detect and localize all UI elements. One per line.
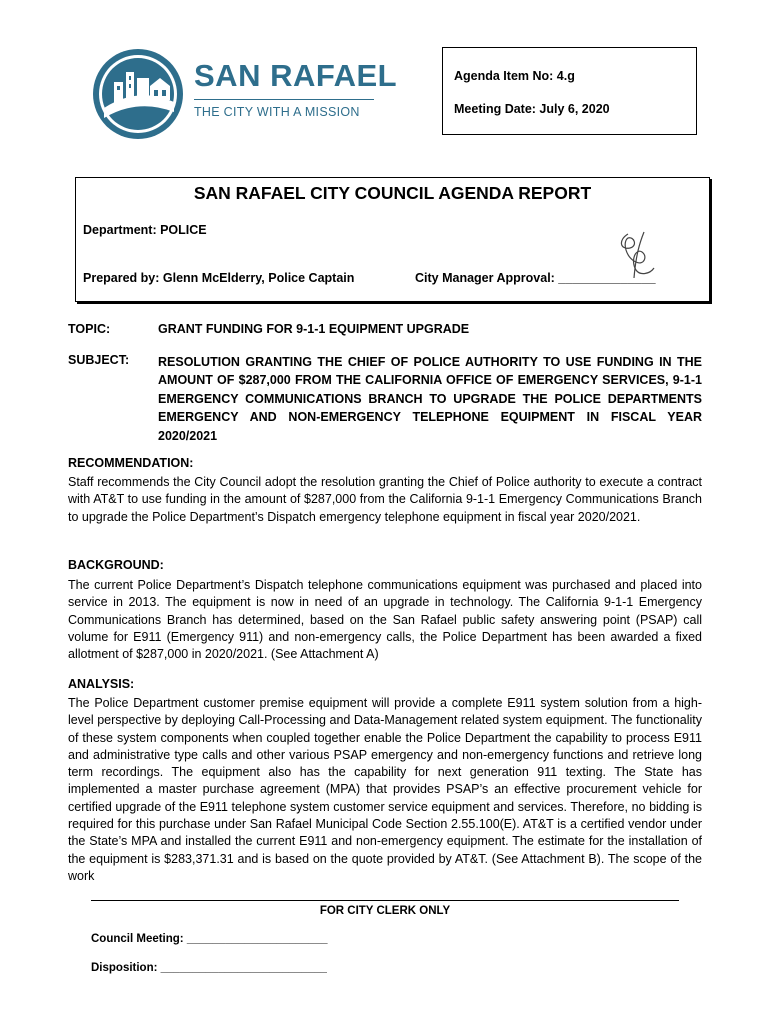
city-logo [90, 46, 398, 142]
prepared-by: Prepared by: Glenn McElderry, Police Captain [83, 271, 355, 285]
subject-label: SUBJECT: [68, 353, 130, 367]
background-heading: BACKGROUND: [68, 558, 164, 572]
department: Department: POLICE [83, 223, 207, 237]
agenda-item-number: Agenda Item No: 4.g [454, 69, 575, 83]
topic-label: TOPIC: [68, 322, 111, 336]
disposition-field: Disposition: __________________________ [91, 962, 327, 974]
council-meeting-field: Council Meeting: ______________________ [91, 933, 328, 945]
subject-text: RESOLUTION GRANTING THE CHIEF OF POLICE AUTHORITY TO USE FUNDING IN THE AMOUNT OF $287,000 FROM THE CALIFORNIA OFFICE OF EMERGENCY SERVICES, 9-1-1 EMERGENCY COMMUNICATIONS BRANCH TO UPGRADE THE POLICE DEPARTMENTS EMERGENCY AND NON-EMERGENCY TELEPHONE EQUIPMENT IN FISCAL YEAR 2020/2021 [158, 355, 702, 443]
logo-divider [194, 99, 374, 100]
background-text: The current Police Department’s Dispatch telephone communications equipment was purchased and placed into service in 2013. The equipment is now in need of an upgrade in technology. The California 9-1-1 Emergency Communications Branch has determined, based on the San Rafael public safety answering point (PSAP) call volume for E911 (Emergency 911) and non-emergency calls, the Police Department has been awarded a fixed allotment of $287,000 in 2020/2021. (See Attachment A) [68, 578, 702, 662]
report-title: SAN RAFAEL CITY COUNCIL AGENDA REPORT [193, 183, 592, 203]
analysis-heading: ANALYSIS: [68, 677, 135, 691]
logo-tagline: THE CITY WITH A MISSION [194, 105, 360, 119]
city-clerk-title: FOR CITY CLERK ONLY [319, 905, 451, 917]
analysis-text: The Police Department customer premise equipment will provide a complete E911 system solution from a high-level perspective by deploying Call-Processing and Data-Management related system equipment. The functionality of these system components when coupled together enable the Police Department the capability to process E911 and administrative type calls and other various PSAP emergency and non-emergency functions and retrieve long term recordings. The equipment also has the capability for next generation 911 texting. The State has implemented a master purchase agreement (MPA) that provides PSAP’s an effective procurement vehicle for certified upgrade of the E911 telephone system customer service equipment and services. Therefore, no bidding is required for this purchase under San Rafael Municipal Code Section 2.55.100(E). AT&T is a certified vendor under the State’s MPA and installed the current E911 and non-emergency equipment. The estimate for the installation of the equipment is $283,371.31 and is based on the quote provided by AT&T. (See Attachment B). The scope of the work [68, 696, 702, 883]
logo-city-name: SAN RAFAEL [194, 58, 398, 93]
city-seal-icon [90, 46, 190, 142]
signature-icon [614, 228, 662, 282]
city-manager-approval: City Manager Approval: ______________ [415, 271, 656, 285]
recommendation-text: Staff recommends the City Council adopt the resolution granting the Chief of Police authority to execute a contract with AT&T to use funding in the amount of $287,000 from the California 9-1-1 Emergency Communications Branch to upgrade the Police Department’s Dispatch emergency telephone equipment in fiscal year 2020/2021. [68, 475, 702, 524]
recommendation-heading: RECOMMENDATION: [68, 456, 194, 470]
footer-divider [91, 900, 679, 901]
meeting-date: Meeting Date: July 6, 2020 [454, 102, 610, 116]
report-header-box [75, 177, 710, 302]
topic-text: GRANT FUNDING FOR 9-1-1 EQUIPMENT UPGRADE [158, 322, 470, 336]
agenda-info-box [442, 47, 697, 135]
